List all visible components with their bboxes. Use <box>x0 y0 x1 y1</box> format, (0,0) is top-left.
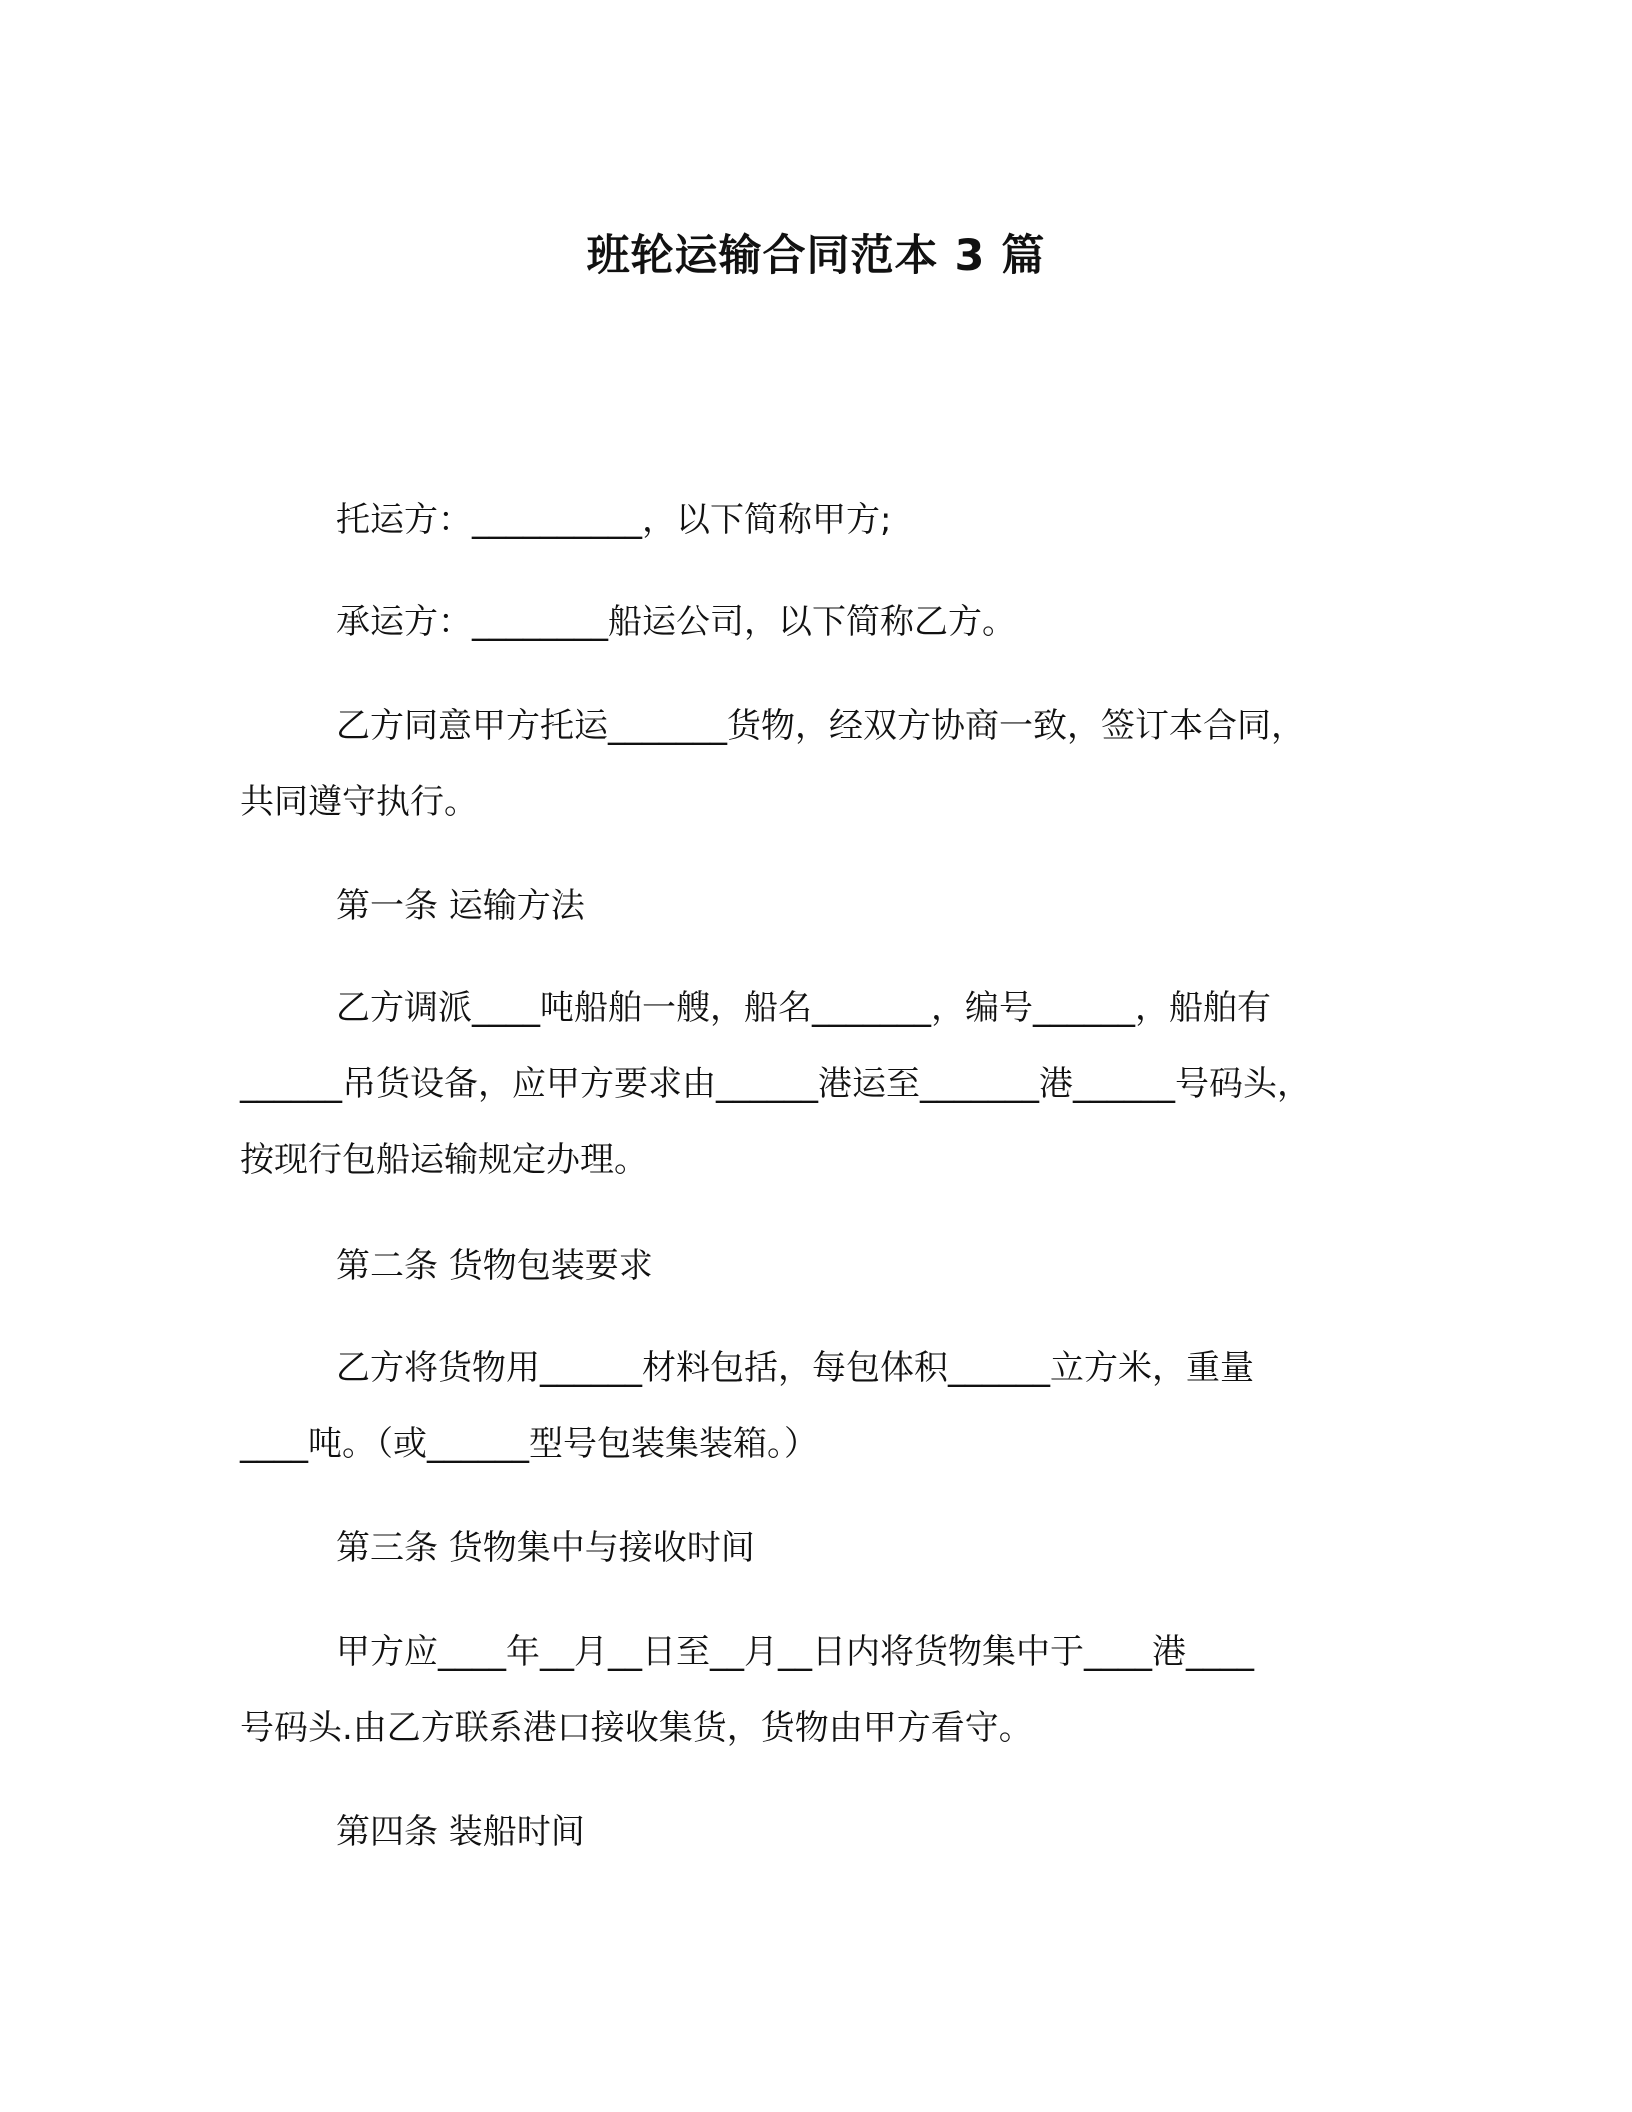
article1-line-3: 按现行包船运输规定办理。 <box>240 1140 648 1180</box>
article4-heading-paragraph <box>240 1794 1400 1870</box>
article1-line-1: 乙方调派____吨船舶一艘，船名_______，编号______，船舶有 <box>336 988 1271 1028</box>
article2-heading: 第二条 货物包装要求 <box>336 1246 653 1286</box>
carrier-line: 承运方：________船运公司，以下简称乙方。 <box>336 602 1016 642</box>
carrier-paragraph <box>240 584 1400 660</box>
article1-paragraph <box>240 970 1400 1198</box>
article2-line-2: ____吨。（或______型号包装集装箱。） <box>240 1424 818 1464</box>
shipper-paragraph <box>240 482 1400 558</box>
article3-heading: 第三条 货物集中与接收时间 <box>336 1528 755 1568</box>
intro-line-2: 共同遵守执行。 <box>240 782 478 822</box>
article3-line-2: 号码头.由乙方联系港口接收集货，货物由甲方看守。 <box>240 1708 1033 1748</box>
article3-line-1: 甲方应____年__月__日至__月__日内将货物集中于____港____ <box>336 1632 1254 1672</box>
shipper-line: 托运方：__________，以下简称甲方; <box>336 500 892 540</box>
article1-heading-paragraph <box>240 868 1400 944</box>
article4-heading: 第四条 装船时间 <box>336 1812 585 1852</box>
article3-paragraph <box>240 1614 1400 1766</box>
article2-paragraph <box>240 1330 1400 1482</box>
article1-heading: 第一条 运输方法 <box>336 886 585 926</box>
document-title: 班轮运输合同范本 3 篇 <box>586 231 1046 281</box>
article2-line-1: 乙方将货物用______材料包括，每包体积______立方米，重量 <box>336 1348 1254 1388</box>
article2-heading-paragraph <box>240 1228 1400 1304</box>
article3-heading-paragraph <box>240 1510 1400 1586</box>
article1-line-2: ______吊货设备，应甲方要求由______港运至_______港______号码头， <box>240 1064 1311 1104</box>
intro-paragraph <box>240 688 1400 840</box>
intro-line-1: 乙方同意甲方托运_______货物，经双方协商一致，签订本合同， <box>336 706 1305 746</box>
